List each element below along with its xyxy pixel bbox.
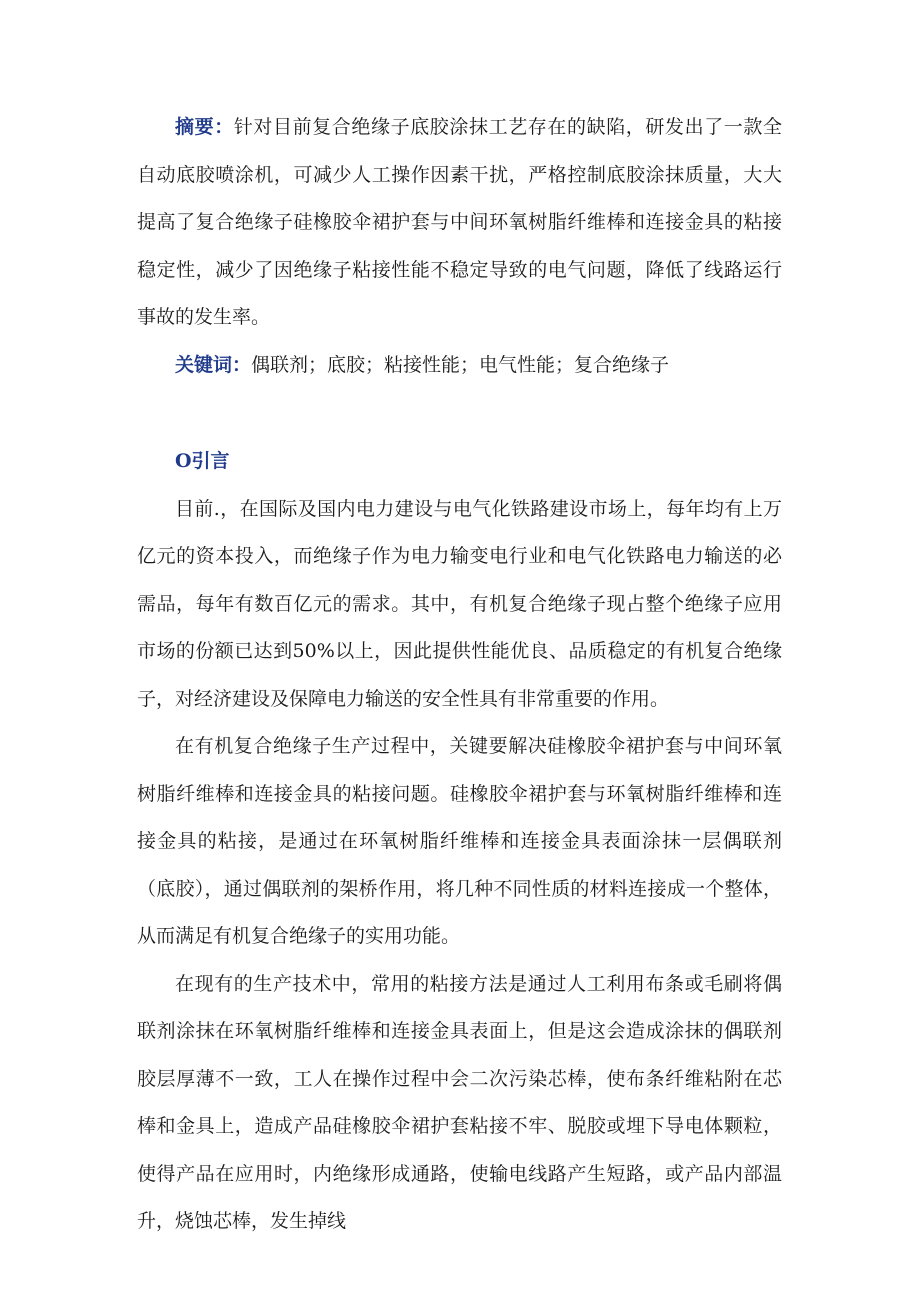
keywords-label: 关键词： — [175, 353, 252, 376]
body-paragraph: 目前.，在国际及国内电力建设与电气化铁路建设市场上，每年均有上万亿元的资本投入，而绝缘子作为电力输变电行业和电气化铁路电力输送的必需品，每年有数百亿元的需求。其中，有机复合绝缘子现占整个绝缘子应用市场的份额已达到50%以上，因此提供性能优良、品质稳定的有机复合绝缘子，对经济建设及保障电力输送的安全性具有非常重要的作用。 — [137, 497, 782, 710]
keywords-text: 偶联剂；底胶；粘接性能；电气性能；复合绝缘子 — [251, 353, 670, 376]
keywords-paragraph — [137, 342, 782, 390]
body-paragraph: 在有机复合绝缘子生产过程中，关键要解决硅橡胶伞裙护套与中间环氧树脂纤维棒和连接金具的粘接问题。硅橡胶伞裙护套与环氧树脂纤维棒和连接金具的粘接，是通过在环氧树脂纤维棒和连接金具表面涂抹一层偶联剂（底胶），通过偶联剂的架桥作用，将几种不同性质的材料连接成一个整体，从而满足有机复合绝缘子的实用功能。 — [137, 735, 782, 947]
abstract-label: 摘要： — [175, 116, 234, 138]
section-heading: O引言 — [175, 450, 230, 472]
abstract-paragraph — [137, 104, 782, 342]
document-page — [137, 104, 782, 1246]
body-paragraph: 在现有的生产技术中，常用的粘接方法是通过人工利用布条或毛刷将偶联剂涂抹在环氧树脂纤维棒和连接金具表面上，但是这会造成涂抹的偶联剂胶层厚薄不一致，工人在操作过程中会二次污染芯棒，使布条纤维粘附在芯棒和金具上，造成产品硅橡胶伞裙护套粘接不牢、脱胶或埋下导电体颗粒，使得产品在应用时，内绝缘形成通路，使输电线路产生短路，或产品内部温升，烧蚀芯棒，发生掉线 — [137, 972, 782, 1232]
abstract-text: 针对目前复合绝缘子底胶涂抹工艺存在的缺陷，研发出了一款全自动底胶喷涂机，可减少人工操作因素干扰，严格控制底胶涂抹质量，大大提高了复合绝缘子硅橡胶伞裙护套与中间环氧树脂纤维棒和连接金具的粘接稳定性，减少了因绝缘子粘接性能不稳定导致的电气问题，降低了线路运行事故的发生率。 — [137, 116, 782, 328]
